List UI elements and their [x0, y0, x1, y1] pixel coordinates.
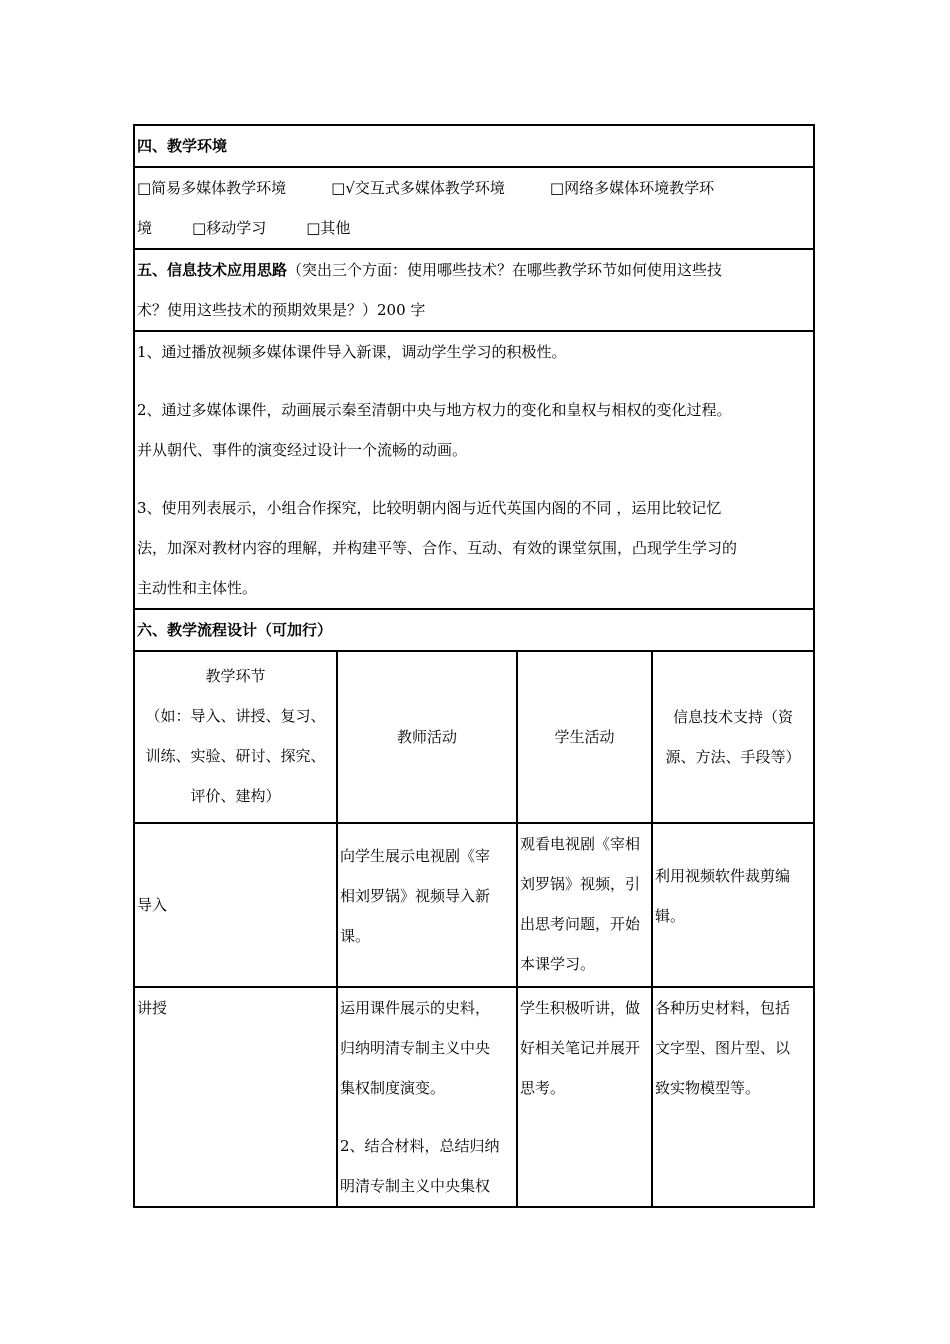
section-5-content — [134, 331, 814, 609]
tech-cell — [652, 823, 814, 987]
student-line: 好相关笔记并展开 — [520, 1039, 641, 1057]
env-option-wrap: 境 — [137, 219, 153, 237]
student-line: 观看电视剧《宰相 — [520, 835, 641, 853]
teacher-line: 集权制度演变。 — [340, 1079, 446, 1097]
table-row — [134, 823, 814, 987]
tech-idea-3-line1: 3、使用列表展示，小组合作探究，比较明朝内阁与近代英国内阁的不同 ，运用比较记忆 — [137, 499, 722, 517]
tech-line: 辑。 — [655, 907, 686, 925]
tech-idea-2-line2: 并从朝代、事件的演变经过设计一个流畅的动画。 — [137, 441, 468, 459]
environment-options-line1: □简易多媒体教学环境 □√交互式多媒体教学环境 □网络多媒体环境教学环 — [137, 179, 715, 197]
tech-line: 各种历史材料，包括 — [655, 999, 791, 1017]
env-option-other: □其他 — [306, 219, 351, 237]
header-tech-line2: 源、方法、手段等） — [665, 748, 801, 766]
section-5-header-line1 — [135, 250, 813, 290]
tech-idea-1: 1、通过播放视频多媒体课件导入新课，调动学生学习的积极性。 — [137, 343, 567, 361]
student-line: 刘罗锅》视频，引 — [520, 875, 641, 893]
lesson-plan-table — [133, 124, 815, 1208]
header-teacher: 教师活动 — [337, 651, 517, 823]
header-stage-line1: 教学环节 — [205, 667, 266, 685]
teacher-line: 运用课件展示的史料， — [340, 999, 491, 1017]
tech-cell — [652, 987, 814, 1207]
section-5-note-1: （突出三个方面：使用哪些技术？在哪些教学环节如何使用这些技 — [287, 261, 723, 279]
header-stage-line4: 评价、建构） — [190, 787, 281, 805]
document-page — [133, 124, 813, 1208]
teacher-line: 明清专制主义中央集权 — [340, 1177, 491, 1195]
student-cell — [517, 987, 652, 1207]
teacher-line: 归纳明清专制主义中央 — [340, 1039, 491, 1057]
tech-line: 文字型、图片型、以 — [655, 1039, 791, 1057]
table-row — [134, 987, 814, 1207]
teacher-line: 2、结合材料，总结归纳 — [340, 1137, 500, 1155]
teacher-line: 课。 — [340, 927, 371, 945]
section-6-title: 六、教学流程设计（可加行） — [134, 609, 814, 651]
teacher-line: 向学生展示电视剧《宰 — [340, 847, 491, 865]
header-student: 学生活动 — [517, 651, 652, 823]
student-line: 学生积极听讲，做 — [520, 999, 641, 1017]
section-5-header — [134, 249, 814, 331]
environment-options-line2 — [135, 208, 813, 248]
stage-cell: 导入 — [134, 823, 337, 987]
header-stage-line3: 训练、实验、研讨、探究、 — [145, 747, 326, 765]
tech-idea-3-line3: 主动性和主体性。 — [137, 579, 258, 597]
student-line: 本课学习。 — [520, 955, 596, 973]
tech-line: 利用视频软件裁剪编 — [655, 867, 791, 885]
header-stage — [134, 651, 337, 823]
section-4-content — [134, 167, 814, 249]
tech-idea-2-line1: 2、通过多媒体课件，动画展示秦至清朝中央与地方权力的变化和皇权与相权的变化过程。 — [137, 401, 732, 419]
stage-cell: 讲授 — [134, 987, 337, 1207]
section-4-title: 四、教学环境 — [134, 125, 814, 167]
section-5-note-2: 术？使用这些技术的预期效果是？）200 字 — [137, 301, 426, 319]
teacher-cell — [337, 823, 517, 987]
student-line: 出思考问题，开始 — [520, 915, 641, 933]
header-tech — [652, 651, 814, 823]
header-tech-line1: 信息技术支持（资 — [673, 708, 794, 726]
student-cell — [517, 823, 652, 987]
teacher-line: 相刘罗锅》视频导入新 — [340, 887, 491, 905]
teacher-cell — [337, 987, 517, 1207]
section-5-title: 五、信息技术应用思路 — [137, 261, 288, 279]
tech-idea-3-line2: 法，加深对教材内容的理解，并构建平等、合作、互动、有效的课堂氛围，凸现学生学习的 — [137, 539, 738, 557]
header-stage-line2: （如：导入、讲授、复习、 — [145, 707, 326, 725]
student-line: 思考。 — [520, 1079, 566, 1097]
env-option-mobile: □移动学习 — [192, 219, 267, 237]
tech-line: 致实物模型等。 — [655, 1079, 761, 1097]
